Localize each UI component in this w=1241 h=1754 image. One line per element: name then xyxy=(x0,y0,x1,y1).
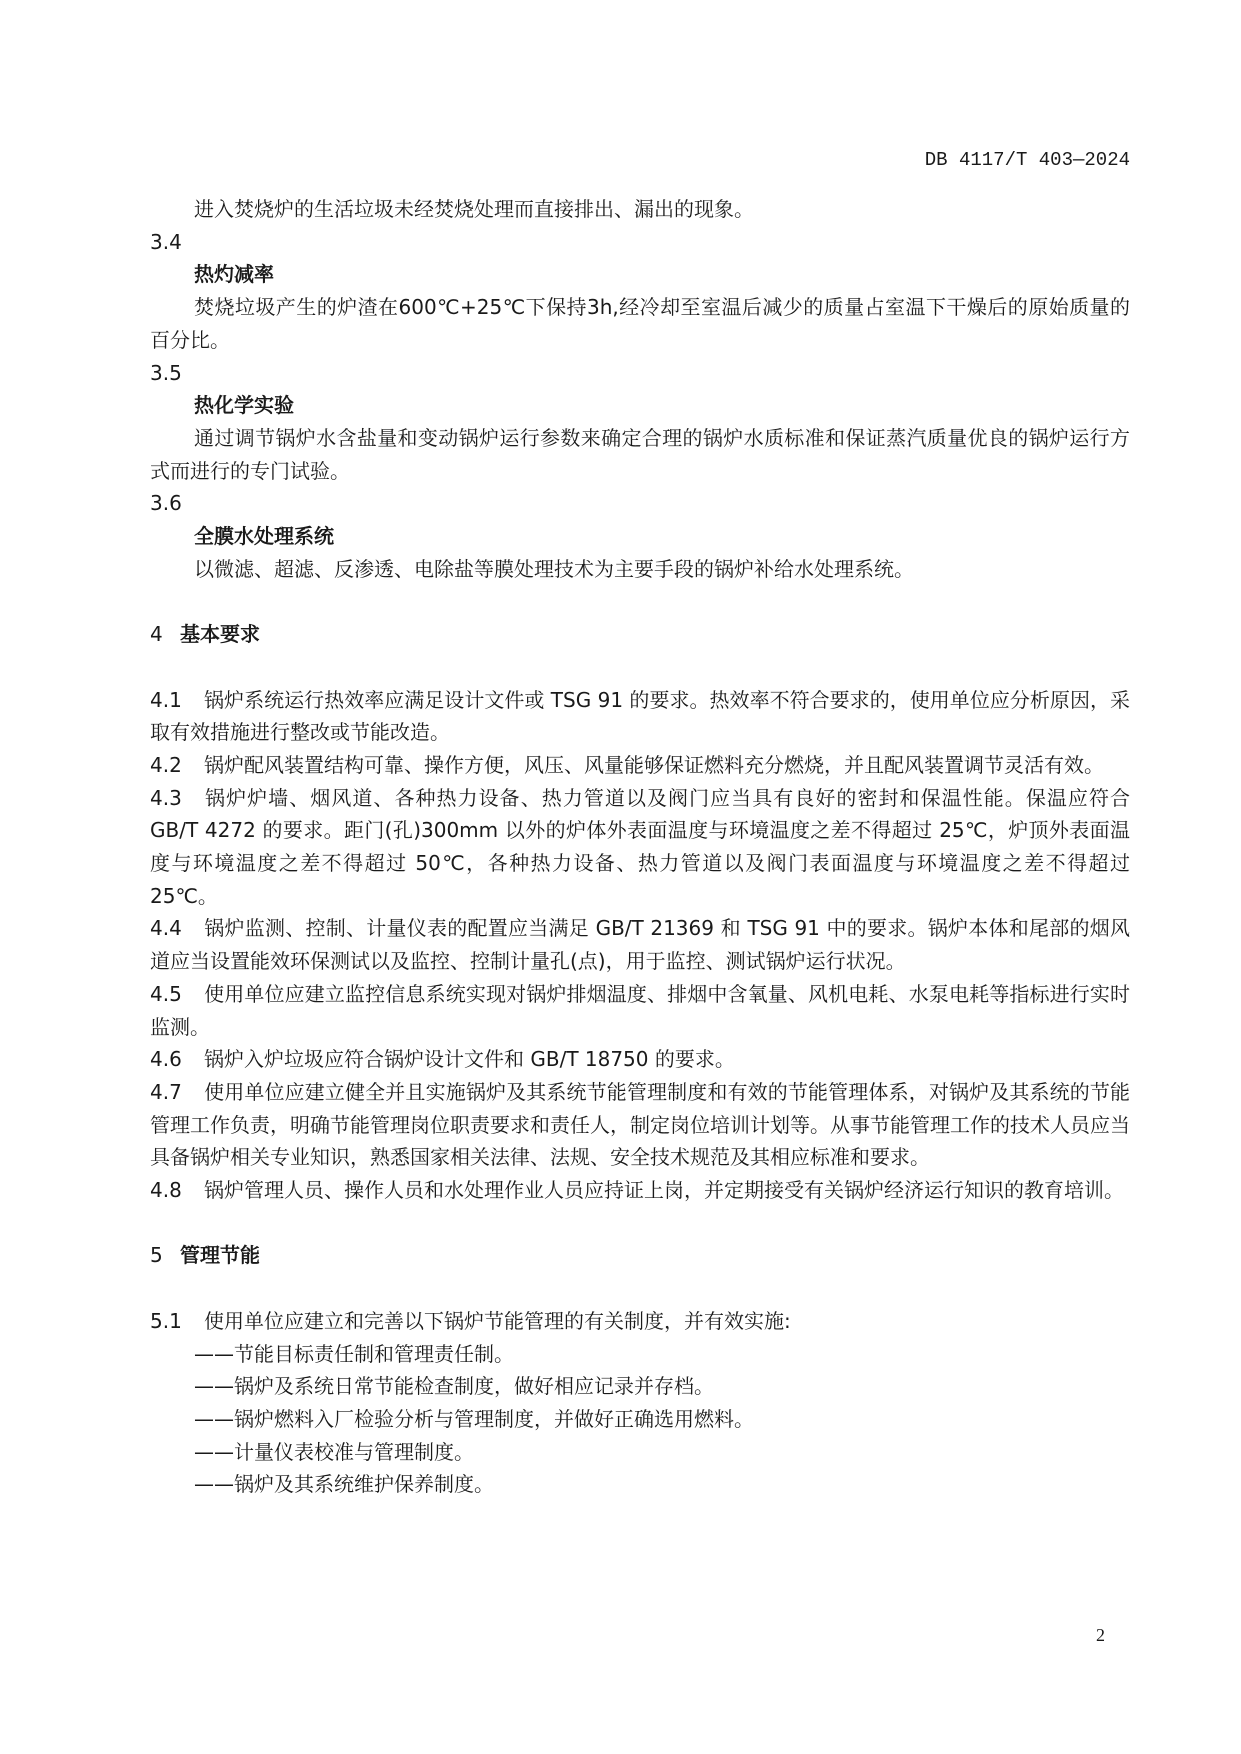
clause-number: 4.4 xyxy=(150,916,182,941)
clause-text: 使用单位应建立和完善以下锅炉节能管理的有关制度，并有效实施: xyxy=(204,1308,791,1333)
clause xyxy=(150,1076,1130,1174)
list-item: ——锅炉及系统日常节能检查制度，做好相应记录并存档。 xyxy=(194,1374,714,1399)
definition-paragraph: 以微滤、超滤、反渗透、电除盐等膜处理技术为主要手段的锅炉补给水处理系统。 xyxy=(194,556,914,581)
term-number: 3.5 xyxy=(150,360,182,385)
section-number: 4 xyxy=(150,622,163,647)
clause xyxy=(150,912,1130,977)
document-body xyxy=(150,193,1130,1501)
clause-number: 4.2 xyxy=(150,752,182,777)
page-number: 2 xyxy=(1096,1625,1105,1645)
clause-number: 4.3 xyxy=(150,785,182,810)
clause xyxy=(150,978,1130,1043)
term-number: 3.6 xyxy=(150,491,182,516)
clause-text: 锅炉炉墙、烟风道、各种热力设备、热力管道以及阀门应当具有良好的密封和保温性能。保温应符合 GB/T 4272 的要求。距门(孔)300mm 以外的炉体外表面温度与环境温度之差不得超过 25℃，炉顶外表面温度与环境温度之差不得超过 50℃，各种热力设备、热力管道以及阀门表面温度与环境温度之差不得超过 25℃。 xyxy=(150,785,1130,908)
clause xyxy=(150,1043,1130,1076)
list-item: ——计量仪表校准与管理制度。 xyxy=(194,1439,474,1464)
clause-text: 锅炉系统运行热效率应满足设计文件或 TSG 91 的要求。热效率不符合要求的，使用单位应分析原因，采取有效措施进行整改或节能改造。 xyxy=(150,687,1130,745)
clause xyxy=(150,684,1130,749)
clause-number: 4.1 xyxy=(150,687,182,712)
clause-text: 锅炉入炉垃圾应符合锅炉设计文件和 GB/T 18750 的要求。 xyxy=(204,1047,735,1072)
clause-number: 4.7 xyxy=(150,1079,182,1104)
section-heading xyxy=(150,618,1130,651)
definition-paragraph: 通过调节锅炉水含盐量和变动锅炉运行参数来确定合理的锅炉水质标准和保证蒸汽质量优良的锅炉运行方式而进行的专门试验。 xyxy=(150,425,1130,483)
list-item: ——锅炉燃料入厂检验分析与管理制度，并做好正确选用燃料。 xyxy=(194,1406,754,1431)
term-number: 3.4 xyxy=(150,229,182,254)
clause xyxy=(150,1305,1130,1338)
definition-paragraph: 进入焚烧炉的生活垃圾未经焚烧处理而直接排出、漏出的现象。 xyxy=(194,197,754,221)
clause-text: 锅炉管理人员、操作人员和水处理作业人员应持证上岗，并定期接受有关锅炉经济运行知识的教育培训。 xyxy=(204,1178,1124,1203)
section-number: 5 xyxy=(150,1243,163,1268)
clause-number: 5.1 xyxy=(150,1308,182,1333)
clause-text: 锅炉监测、控制、计量仪表的配置应当满足 GB/T 21369 和 TSG 91 中的要求。锅炉本体和尾部的烟风道应当设置能效环保测试以及监控、控制计量孔(点)，用于监控、测试锅炉运行状况。 xyxy=(150,916,1130,974)
list-item: ——锅炉及其系统维护保养制度。 xyxy=(194,1472,494,1497)
section-title: 管理节能 xyxy=(180,1243,260,1268)
clause xyxy=(150,782,1130,913)
document-id-header: DB 4117/T 403—2024 xyxy=(924,149,1130,171)
clause-text: 使用单位应建立健全并且实施锅炉及其系统节能管理制度和有效的节能管理体系，对锅炉及其系统的节能管理工作负责，明确节能管理岗位职责要求和责任人，制定岗位培训计划等。从事节能管理工作的技术人员应当具备锅炉相关专业知识，熟悉国家相关法律、法规、安全技术规范及其相应标准和要求。 xyxy=(150,1079,1130,1170)
term-title: 全膜水处理系统 xyxy=(194,524,334,549)
section-title: 基本要求 xyxy=(180,622,260,647)
clause-number: 4.5 xyxy=(150,981,182,1006)
list-item: ——节能目标责任制和管理责任制。 xyxy=(194,1341,514,1366)
clause xyxy=(150,749,1130,782)
term-title: 热化学实验 xyxy=(194,393,294,418)
definition-paragraph: 焚烧垃圾产生的炉渣在600℃+25℃下保持3h,经冷却至室温后减少的质量占室温下干燥后的原始质量的百分比。 xyxy=(150,295,1130,352)
clause-text: 锅炉配风装置结构可靠、操作方便，风压、风量能够保证燃料充分燃烧，并且配风装置调节灵活有效。 xyxy=(204,752,1104,777)
clause-text: 使用单位应建立监控信息系统实现对锅炉排烟温度、排烟中含氧量、风机电耗、水泵电耗等指标进行实时监测。 xyxy=(150,981,1130,1039)
clause-number: 4.8 xyxy=(150,1178,182,1203)
section-heading xyxy=(150,1239,1130,1272)
term-title: 热灼减率 xyxy=(194,262,274,287)
clause-number: 4.6 xyxy=(150,1047,182,1072)
clause xyxy=(150,1174,1130,1207)
